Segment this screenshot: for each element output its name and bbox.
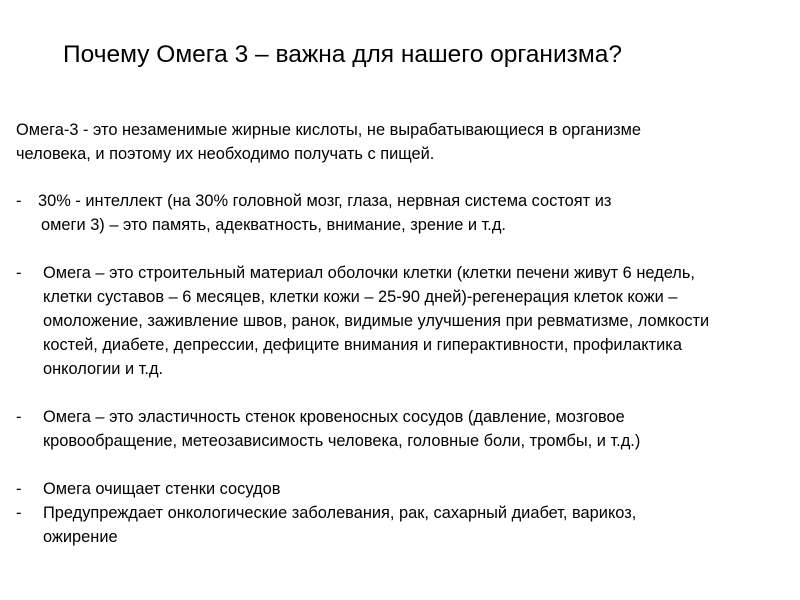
bullet-dash-1: - [16,192,22,210]
bullet-dash-2: - [16,264,22,282]
bullet-2-line-2: клетки суставов – 6 месяцев, клетки кожи – 25-90 дней)-регенерация клеток кожи – [43,288,678,306]
bullet-1-line-1: 30% - интеллект (на 30% головной мозг, глаза, нервная система состоят из [38,192,612,210]
slide-title: Почему Омега 3 – важна для нашего организма? [63,41,622,68]
bullet-dash-5: - [16,504,22,522]
bullet-dash-4: - [16,480,22,498]
intro-line-2: человека, и поэтому их необходимо получать с пищей. [16,145,435,163]
bullet-2-line-5: онкологии и т.д. [43,360,164,378]
bullet-3-line-1: Омега – это эластичность стенок кровеносных сосудов (давление, мозговое [43,408,625,426]
intro-line-1: Омега-3 - это незаменимые жирные кислоты, не вырабатывающиеся в организме [16,121,642,139]
bullet-5-line-1: Предупреждает онкологические заболевания, рак, сахарный диабет, варикоз, [43,504,637,522]
bullet-2-line-3: омоложение, заживление швов, ранок, видимые улучшения при ревматизме, ломкости [43,312,710,330]
bullet-2-line-4: костей, диабете, депрессии, дефиците внимания и гиперактивности, профилактика [43,336,682,354]
bullet-3-line-2: кровообращение, метеозависимость человека, головные боли, тромбы, и т.д.) [43,432,641,450]
bullet-4-line-1: Омега очищает стенки сосудов [43,480,281,498]
bullet-dash-3: - [16,408,22,426]
bullet-5-line-2: ожирение [43,528,118,546]
bullet-2-line-1: Омега – это строительный материал оболочки клетки (клетки печени живут 6 недель, [43,264,695,282]
bullet-1-line-2: омеги 3) – это память, адекватность, внимание, зрение и т.д. [41,216,506,234]
